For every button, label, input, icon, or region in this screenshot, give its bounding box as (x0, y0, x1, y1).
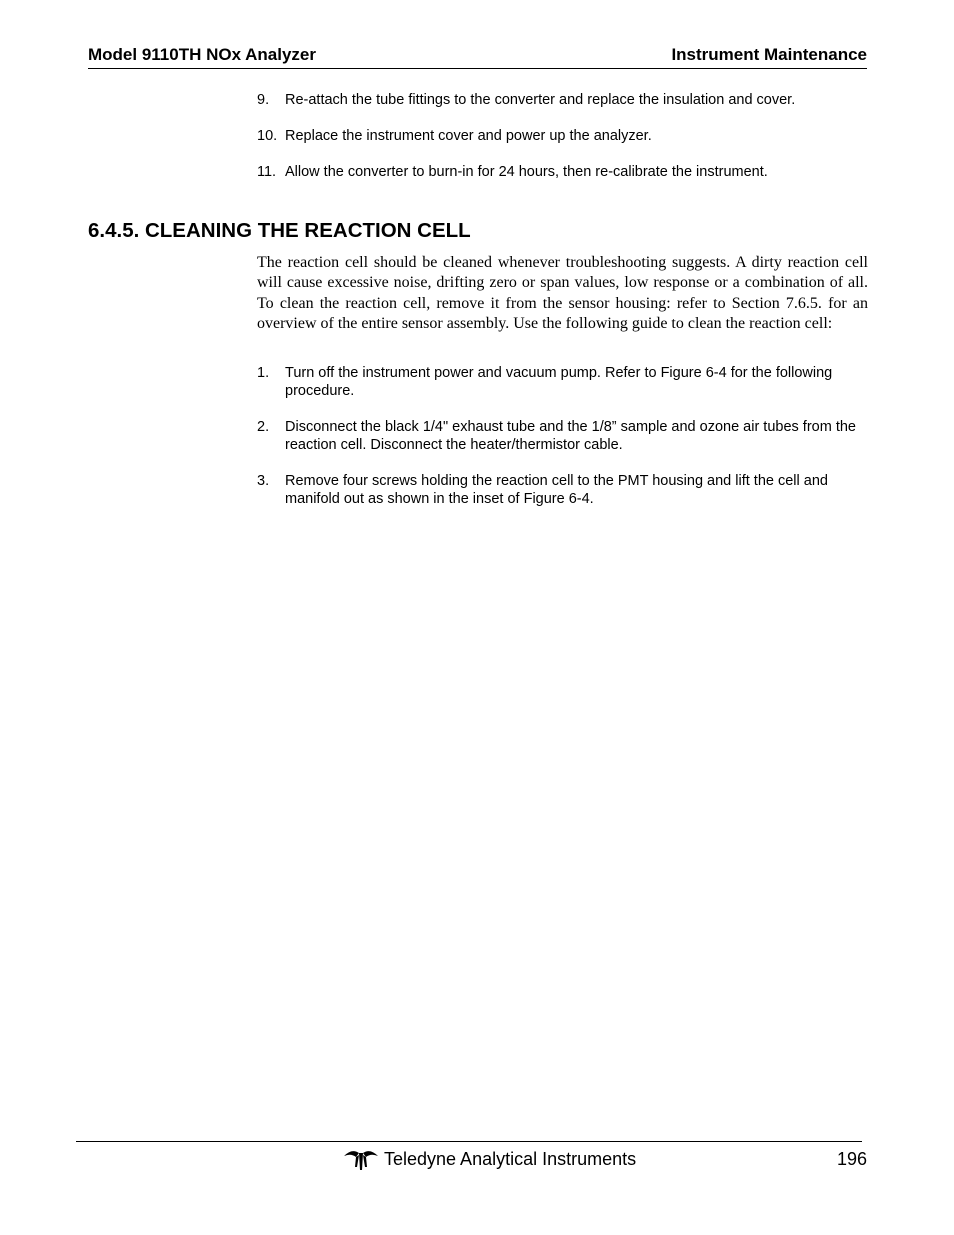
step-number: 11. (257, 164, 277, 180)
page-header (88, 44, 867, 69)
step-text: Replace the instrument cover and power up the analyzer. (285, 128, 652, 144)
step-number: 9. (257, 92, 270, 108)
step-number: 1. (257, 365, 270, 381)
page-number: 196 (836, 1149, 867, 1169)
list-item (257, 364, 857, 400)
step-text: Re-attach the tube fittings to the converter and replace the insulation and cover. (285, 92, 796, 108)
list-item (257, 472, 857, 508)
step-text: Allow the converter to burn-in for 24 hours, then re-calibrate the instrument. (285, 164, 768, 180)
step-text: Turn off the instrument power and vacuum pump. Refer to Figure 6-4 for the following procedure. (285, 365, 833, 399)
list-item (257, 163, 857, 181)
header-section-title: Instrument Maintenance (671, 45, 867, 64)
converter-steps-list (257, 91, 857, 199)
list-item (257, 91, 857, 109)
step-number: 3. (257, 473, 270, 489)
step-number: 10. (257, 128, 278, 144)
step-text: Remove four screws holding the reaction cell to the PMT housing and lift the cell and manifold out as shown in the inset of Figure 6-4. (285, 473, 828, 507)
step-text: Disconnect the black 1/4" exhaust tube and the 1/8” sample and ozone air tubes from the reaction cell. Disconnect the heater/thermistor cable. (285, 419, 856, 453)
list-item (257, 418, 857, 454)
header-model-title: Model 9110TH NOx Analyzer (88, 45, 317, 64)
footer-company-name: Teledyne Analytical Instruments (384, 1149, 637, 1169)
footer-divider (76, 1141, 862, 1142)
cleaning-steps-list (257, 364, 857, 526)
section-paragraph: The reaction cell should be cleaned whenever troubleshooting suggests. A dirty reaction cell will cause excessive noise, drifting zero or span values, low response or a combination of all. To clean the reaction cell, remove it from the sensor housing: refer to Section 7.6.5. for an overview of the entire sensor assembly. Use the following guide to clean the reaction cell: (257, 254, 868, 333)
list-item (257, 127, 857, 145)
step-number: 2. (257, 419, 270, 435)
section-heading: 6.4.5. CLEANING THE REACTION CELL (88, 219, 471, 242)
teledyne-logo-icon (344, 1148, 378, 1170)
